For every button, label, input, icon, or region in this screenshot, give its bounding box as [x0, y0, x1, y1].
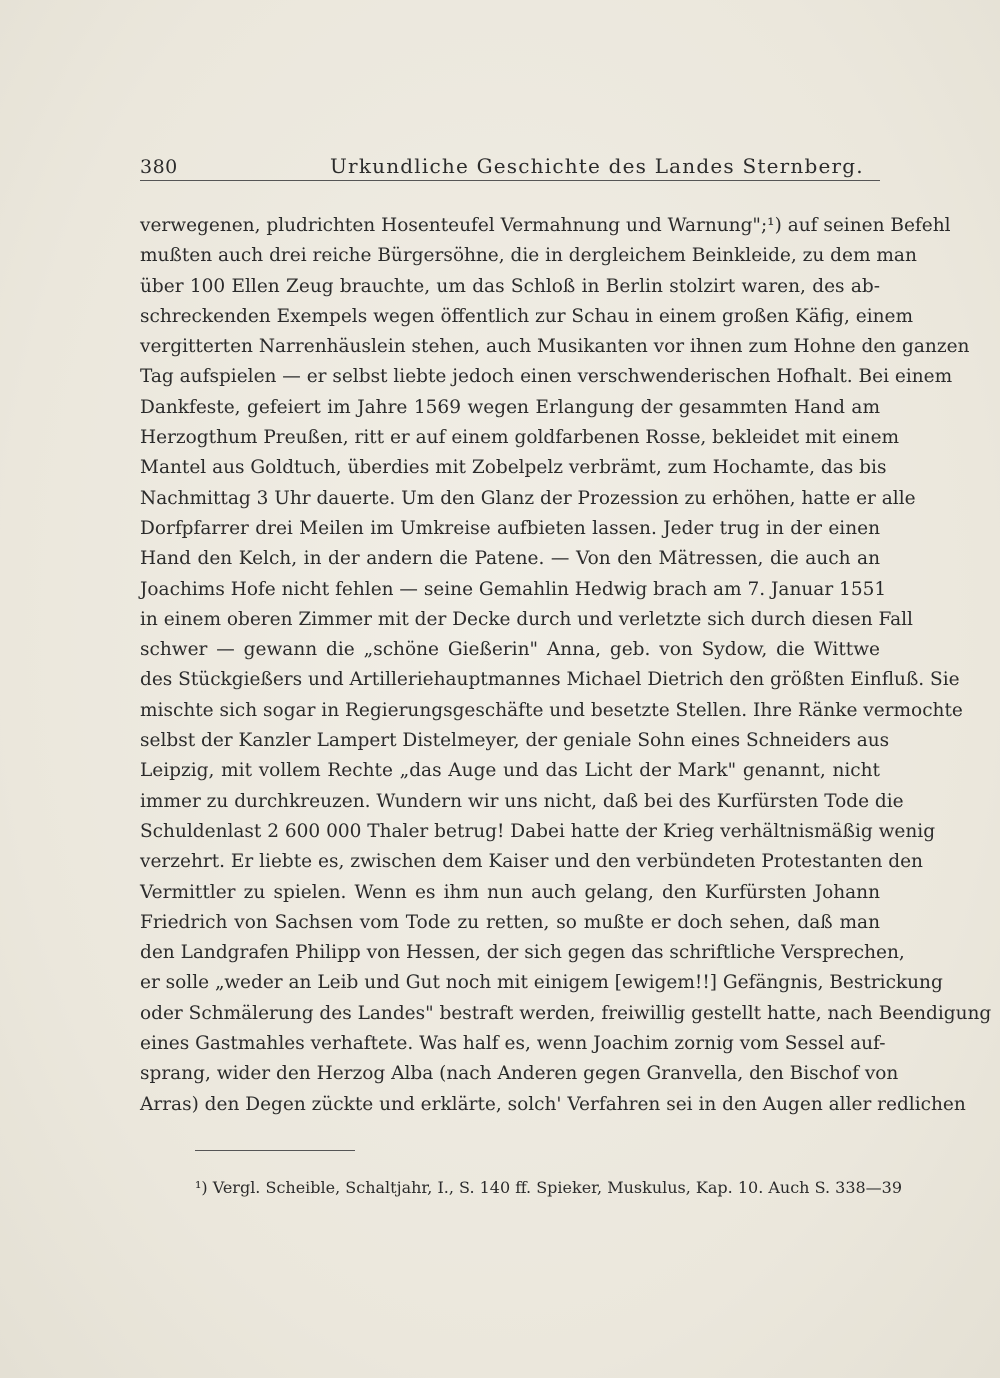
footnote: ¹) Vergl. Scheible, Schaltjahr, I., S. 140 ff. Spieker, Muskulus, Kap. 10. Auch S. 338—39	[195, 1178, 903, 1197]
text-line: Dorfpfarrer drei Meilen im Umkreise aufbieten lassen. Jeder trug in der einen	[140, 517, 880, 539]
body-text	[140, 211, 992, 1120]
text-line: schreckenden Exempels wegen öffentlich zur Schau in einem großen Käfig, einem	[140, 305, 914, 327]
text-line: verzehrt. Er liebte es, zwischen dem Kaiser und den verbündeten Protestanten den	[140, 851, 923, 873]
text-line: des Stückgießers und Artilleriehauptmannes Michael Dietrich den größten Einfluß. Sie	[140, 669, 960, 691]
text-line: mischte sich sogar in Regierungsgeschäfte und besetzte Stellen. Ihre Ränke vermochte	[140, 699, 963, 721]
text-line: Schuldenlast 2 600 000 Thaler betrug! Dabei hatte der Krieg verhältnismäßig wenig	[140, 820, 936, 842]
text-line: verwegenen, pludrichten Hosenteufel Vermahnung und Warnung";¹) auf seinen Befehl	[140, 215, 951, 236]
text-line: über 100 Ellen Zeug brauchte, um das Schloß in Berlin stolzirt waren, des ab-	[140, 275, 880, 297]
text-line: Hand den Kelch, in der andern die Patene. — Von den Mätressen, die auch an	[140, 548, 880, 570]
text-line: in einem oberen Zimmer mit der Decke durch und verletzte sich durch diesen Fall	[140, 608, 913, 630]
text-line: Herzogthum Preußen, ritt er auf einem goldfarbenen Rosse, bekleidet mit einem	[140, 427, 900, 449]
text-line: Dankfeste, gefeiert im Jahre 1569 wegen Erlangung der gesammten Hand am	[140, 396, 880, 418]
text-line: sprang, wider den Herzog Alba (nach Anderen gegen Granvella, den Bischof von	[140, 1063, 899, 1085]
text-line: er solle „weder an Leib und Gut noch mit einigem [ewigem!!] Gefängnis, Bestrickung	[140, 972, 943, 994]
text-line: oder Schmälerung des Landes" bestraft werden, freiwillig gestellt hatte, nach Beendigung	[140, 1002, 992, 1024]
page-header	[140, 150, 880, 181]
text-line: Friedrich von Sachsen vom Tode zu retten, so mußte er doch sehen, daß man	[140, 911, 880, 933]
text-line: den Landgrafen Philipp von Hessen, der sich gegen das schriftliche Versprechen,	[140, 942, 905, 964]
text-line: selbst der Kanzler Lampert Distelmeyer, der geniale Sohn eines Schneiders aus	[140, 730, 890, 752]
running-title: Urkundliche Geschichte des Landes Sternberg.	[330, 154, 864, 178]
text-line: Mantel aus Goldtuch, überdies mit Zobelpelz verbrämt, zum Hochamte, das bis	[140, 457, 887, 479]
text-line: vergitterten Narrenhäuslein stehen, auch Musikanten vor ihnen zum Hohne den ganzen	[140, 336, 970, 358]
text-line: Leipzig, mit vollem Rechte „das Auge und das Licht der Mark" genannt, nicht	[140, 760, 880, 782]
text-line: schwer — gewann die „schöne Gießerin" Anna, geb. von Sydow, die Wittwe	[140, 639, 880, 661]
text-line: Nachmittag 3 Uhr dauerte. Um den Glanz der Prozession zu erhöhen, hatte er alle	[140, 487, 916, 509]
text-line: immer zu durchkreuzen. Wundern wir uns nicht, daß bei des Kurfürsten Tode die	[140, 790, 904, 812]
text-line: eines Gastmahles verhaftete. Was half es, wenn Joachim zornig vom Sessel auf-	[140, 1033, 886, 1055]
footnote-divider	[195, 1150, 355, 1151]
text-line: Vermittler zu spielen. Wenn es ihm nun auch gelang, den Kurfürsten Johann	[140, 881, 880, 903]
text-line: Arras) den Degen zückte und erklärte, solch' Verfahren sei in den Augen aller redlichen	[140, 1093, 966, 1115]
text-line: Joachims Hofe nicht fehlen — seine Gemahlin Hedwig brach am 7. Januar 1551	[140, 578, 887, 600]
text-line: mußten auch drei reiche Bürgersöhne, die in dergleichem Beinkleide, zu dem man	[140, 245, 917, 267]
page-number: 380	[140, 156, 178, 178]
text-line: Tag aufspielen — er selbst liebte jedoch einen verschwenderischen Hofhalt. Bei einem	[140, 366, 953, 388]
